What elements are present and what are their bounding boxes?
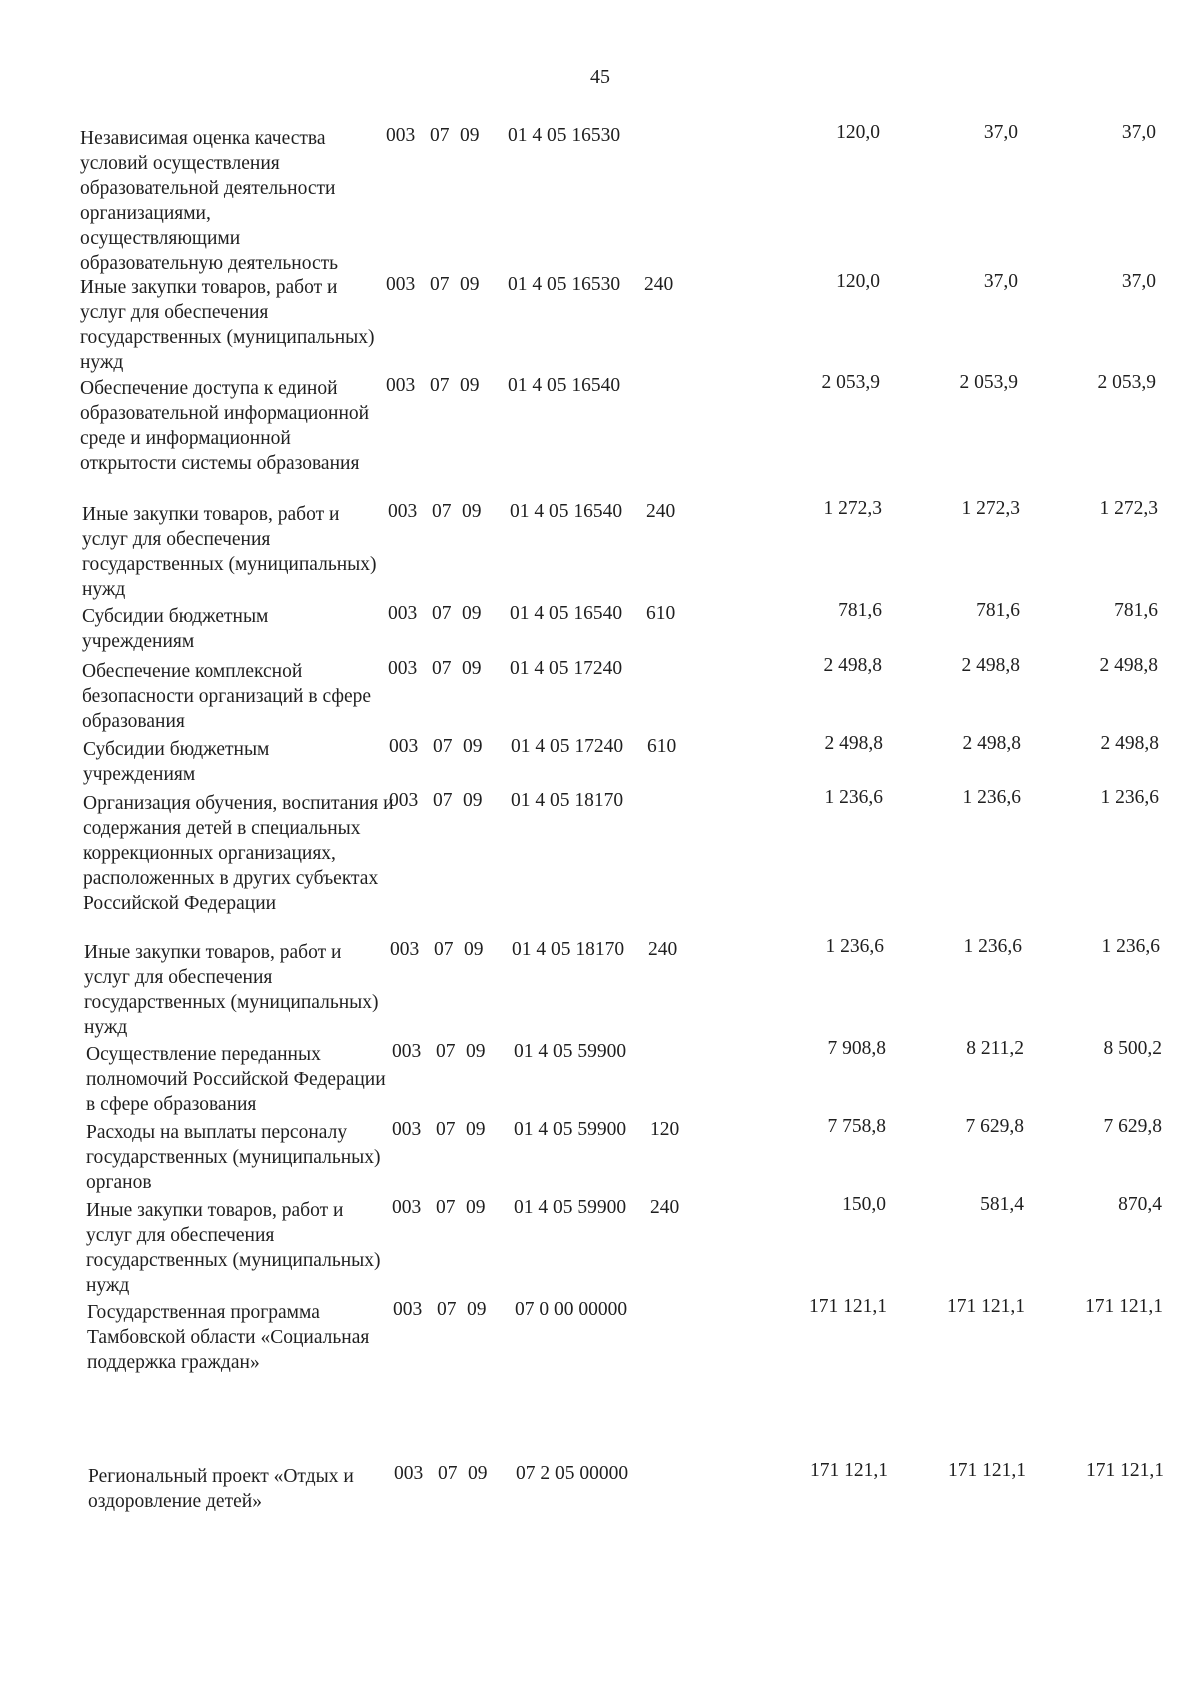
subsection-code: 09 — [467, 1299, 487, 1320]
ministry-code: 003 — [389, 736, 419, 757]
value-year-1: 1 272,3 — [823, 498, 882, 519]
row-name: Иные закупки товаров, работ и услуг для обеспечения государственных (муниципальных) нужд — [86, 1200, 381, 1296]
target-article-code: 07 0 00 00000 — [515, 1299, 628, 1320]
ministry-code: 003 — [392, 1197, 422, 1218]
value-year-2: 8 211,2 — [966, 1038, 1024, 1059]
target-article-code: 01 4 05 18170 — [512, 939, 625, 960]
value-year-2: 171 121,1 — [947, 1296, 1025, 1317]
value-year-3: 7 629,8 — [1103, 1116, 1162, 1137]
subsection-code: 09 — [464, 939, 484, 960]
row-name: Расходы на выплаты персоналу государственных (муниципальных) органов — [86, 1122, 381, 1193]
expense-type-code: 610 — [647, 736, 677, 757]
ministry-code: 003 — [388, 501, 418, 522]
section-code: 07 — [433, 790, 453, 811]
section-code: 07 — [430, 375, 450, 396]
value-year-3: 37,0 — [1121, 122, 1156, 143]
target-article-code: 01 4 05 16540 — [510, 603, 623, 624]
expense-type-code: 240 — [650, 1197, 680, 1218]
ministry-code: 003 — [388, 603, 418, 624]
row-name: Региональный проект «Отдых и оздоровление детей» — [88, 1466, 354, 1512]
value-year-2: 1 236,6 — [963, 936, 1022, 957]
value-year-3: 1 236,6 — [1100, 787, 1159, 808]
value-year-1: 120,0 — [836, 122, 880, 143]
value-year-2: 7 629,8 — [965, 1116, 1024, 1137]
row-name: Субсидии бюджетным учреждениям — [82, 606, 269, 652]
row-name: Иные закупки товаров, работ и услуг для обеспечения государственных (муниципальных) нужд — [80, 277, 375, 373]
ministry-code: 003 — [392, 1119, 422, 1140]
ministry-code: 003 — [389, 790, 419, 811]
target-article-code: 01 4 05 17240 — [511, 736, 624, 757]
subsection-code: 09 — [463, 736, 483, 757]
target-article-code: 01 4 05 59900 — [514, 1119, 627, 1140]
subsection-code: 09 — [466, 1119, 486, 1140]
value-year-1: 2 498,8 — [823, 655, 882, 676]
section-code: 07 — [430, 125, 450, 146]
subsection-code: 09 — [466, 1041, 486, 1062]
section-code: 07 — [433, 736, 453, 757]
expense-type-code: 240 — [644, 274, 674, 295]
section-code: 07 — [434, 939, 454, 960]
value-year-3: 2 498,8 — [1099, 655, 1158, 676]
section-code: 07 — [432, 603, 452, 624]
expense-type-code: 240 — [646, 501, 676, 522]
value-year-1: 1 236,6 — [825, 936, 884, 957]
expense-type-code: 610 — [646, 603, 676, 624]
value-year-3: 1 236,6 — [1101, 936, 1160, 957]
expense-type-code: 120 — [650, 1119, 680, 1140]
value-year-3: 781,6 — [1114, 600, 1158, 621]
value-year-3: 2 498,8 — [1100, 733, 1159, 754]
section-code: 07 — [432, 501, 452, 522]
target-article-code: 01 4 05 16530 — [508, 274, 621, 295]
ministry-code: 003 — [386, 375, 416, 396]
subsection-code: 09 — [462, 658, 482, 679]
section-code: 07 — [436, 1041, 456, 1062]
section-code: 07 — [436, 1119, 456, 1140]
target-article-code: 01 4 05 16540 — [510, 501, 623, 522]
row-name: Иные закупки товаров, работ и услуг для обеспечения государственных (муниципальных) нужд — [82, 504, 377, 600]
value-year-1: 171 121,1 — [809, 1296, 887, 1317]
row-name: Государственная программа Тамбовской области «Социальная поддержка граждан» — [87, 1302, 370, 1373]
value-year-3: 171 121,1 — [1086, 1460, 1164, 1481]
row-name: Обеспечение комплексной безопасности организаций в сфере образования — [82, 661, 372, 732]
value-year-2: 2 498,8 — [962, 733, 1021, 754]
ministry-code: 003 — [394, 1463, 424, 1484]
row-name: Осуществление переданных полномочий Российской Федерации в сфере образования — [86, 1044, 386, 1115]
value-year-2: 171 121,1 — [948, 1460, 1026, 1481]
row-name: Обеспечение доступа к единой образовательной информационной среде и информационной открытости системы образования — [80, 378, 370, 474]
subsection-code: 09 — [460, 375, 480, 396]
value-year-1: 781,6 — [838, 600, 882, 621]
section-code: 07 — [437, 1299, 457, 1320]
value-year-2: 781,6 — [976, 600, 1020, 621]
value-year-1: 120,0 — [836, 271, 880, 292]
expense-type-code: 240 — [648, 939, 678, 960]
value-year-3: 870,4 — [1118, 1194, 1162, 1215]
value-year-2: 581,4 — [980, 1194, 1024, 1215]
value-year-2: 37,0 — [983, 122, 1018, 143]
value-year-3: 8 500,2 — [1103, 1038, 1162, 1059]
row-name: Иные закупки товаров, работ и услуг для обеспечения государственных (муниципальных) нужд — [84, 942, 379, 1038]
target-article-code: 07 2 05 00000 — [516, 1463, 629, 1484]
value-year-1: 7 908,8 — [827, 1038, 886, 1059]
value-year-2: 2 053,9 — [959, 372, 1018, 393]
ministry-code: 003 — [392, 1041, 422, 1062]
ministry-code: 003 — [386, 125, 416, 146]
subsection-code: 09 — [462, 501, 482, 522]
target-article-code: 01 4 05 59900 — [514, 1197, 627, 1218]
ministry-code: 003 — [388, 658, 418, 679]
value-year-3: 37,0 — [1121, 271, 1156, 292]
ministry-code: 003 — [393, 1299, 423, 1320]
value-year-1: 2 498,8 — [824, 733, 883, 754]
value-year-2: 1 272,3 — [961, 498, 1020, 519]
target-article-code: 01 4 05 17240 — [510, 658, 623, 679]
target-article-code: 01 4 05 18170 — [511, 790, 624, 811]
value-year-1: 7 758,8 — [827, 1116, 886, 1137]
row-name: Организация обучения, воспитания и содержания детей в специальных коррекционных организациях, расположенных в других субъектах Российской Федерации — [83, 793, 394, 914]
subsection-code: 09 — [460, 125, 480, 146]
section-code: 07 — [438, 1463, 458, 1484]
subsection-code: 09 — [462, 603, 482, 624]
subsection-code: 09 — [463, 790, 483, 811]
value-year-2: 1 236,6 — [962, 787, 1021, 808]
subsection-code: 09 — [466, 1197, 486, 1218]
ministry-code: 003 — [390, 939, 420, 960]
value-year-1: 171 121,1 — [810, 1460, 888, 1481]
target-article-code: 01 4 05 59900 — [514, 1041, 627, 1062]
value-year-3: 171 121,1 — [1085, 1296, 1163, 1317]
section-code: 07 — [436, 1197, 456, 1218]
subsection-code: 09 — [468, 1463, 488, 1484]
value-year-1: 2 053,9 — [821, 372, 880, 393]
value-year-1: 1 236,6 — [824, 787, 883, 808]
target-article-code: 01 4 05 16530 — [508, 125, 621, 146]
section-code: 07 — [430, 274, 450, 295]
value-year-1: 150,0 — [842, 1194, 886, 1215]
subsection-code: 09 — [460, 274, 480, 295]
value-year-3: 2 053,9 — [1097, 372, 1156, 393]
row-name: Независимая оценка качества условий осуществления образовательной деятельности организациями, осуществляющими образовательную деятельность — [80, 128, 339, 274]
row-name: Субсидии бюджетным учреждениям — [83, 739, 270, 785]
value-year-2: 2 498,8 — [961, 655, 1020, 676]
page-number: 45 — [590, 66, 610, 88]
section-code: 07 — [432, 658, 452, 679]
ministry-code: 003 — [386, 274, 416, 295]
value-year-3: 1 272,3 — [1099, 498, 1158, 519]
value-year-2: 37,0 — [983, 271, 1018, 292]
target-article-code: 01 4 05 16540 — [508, 375, 621, 396]
